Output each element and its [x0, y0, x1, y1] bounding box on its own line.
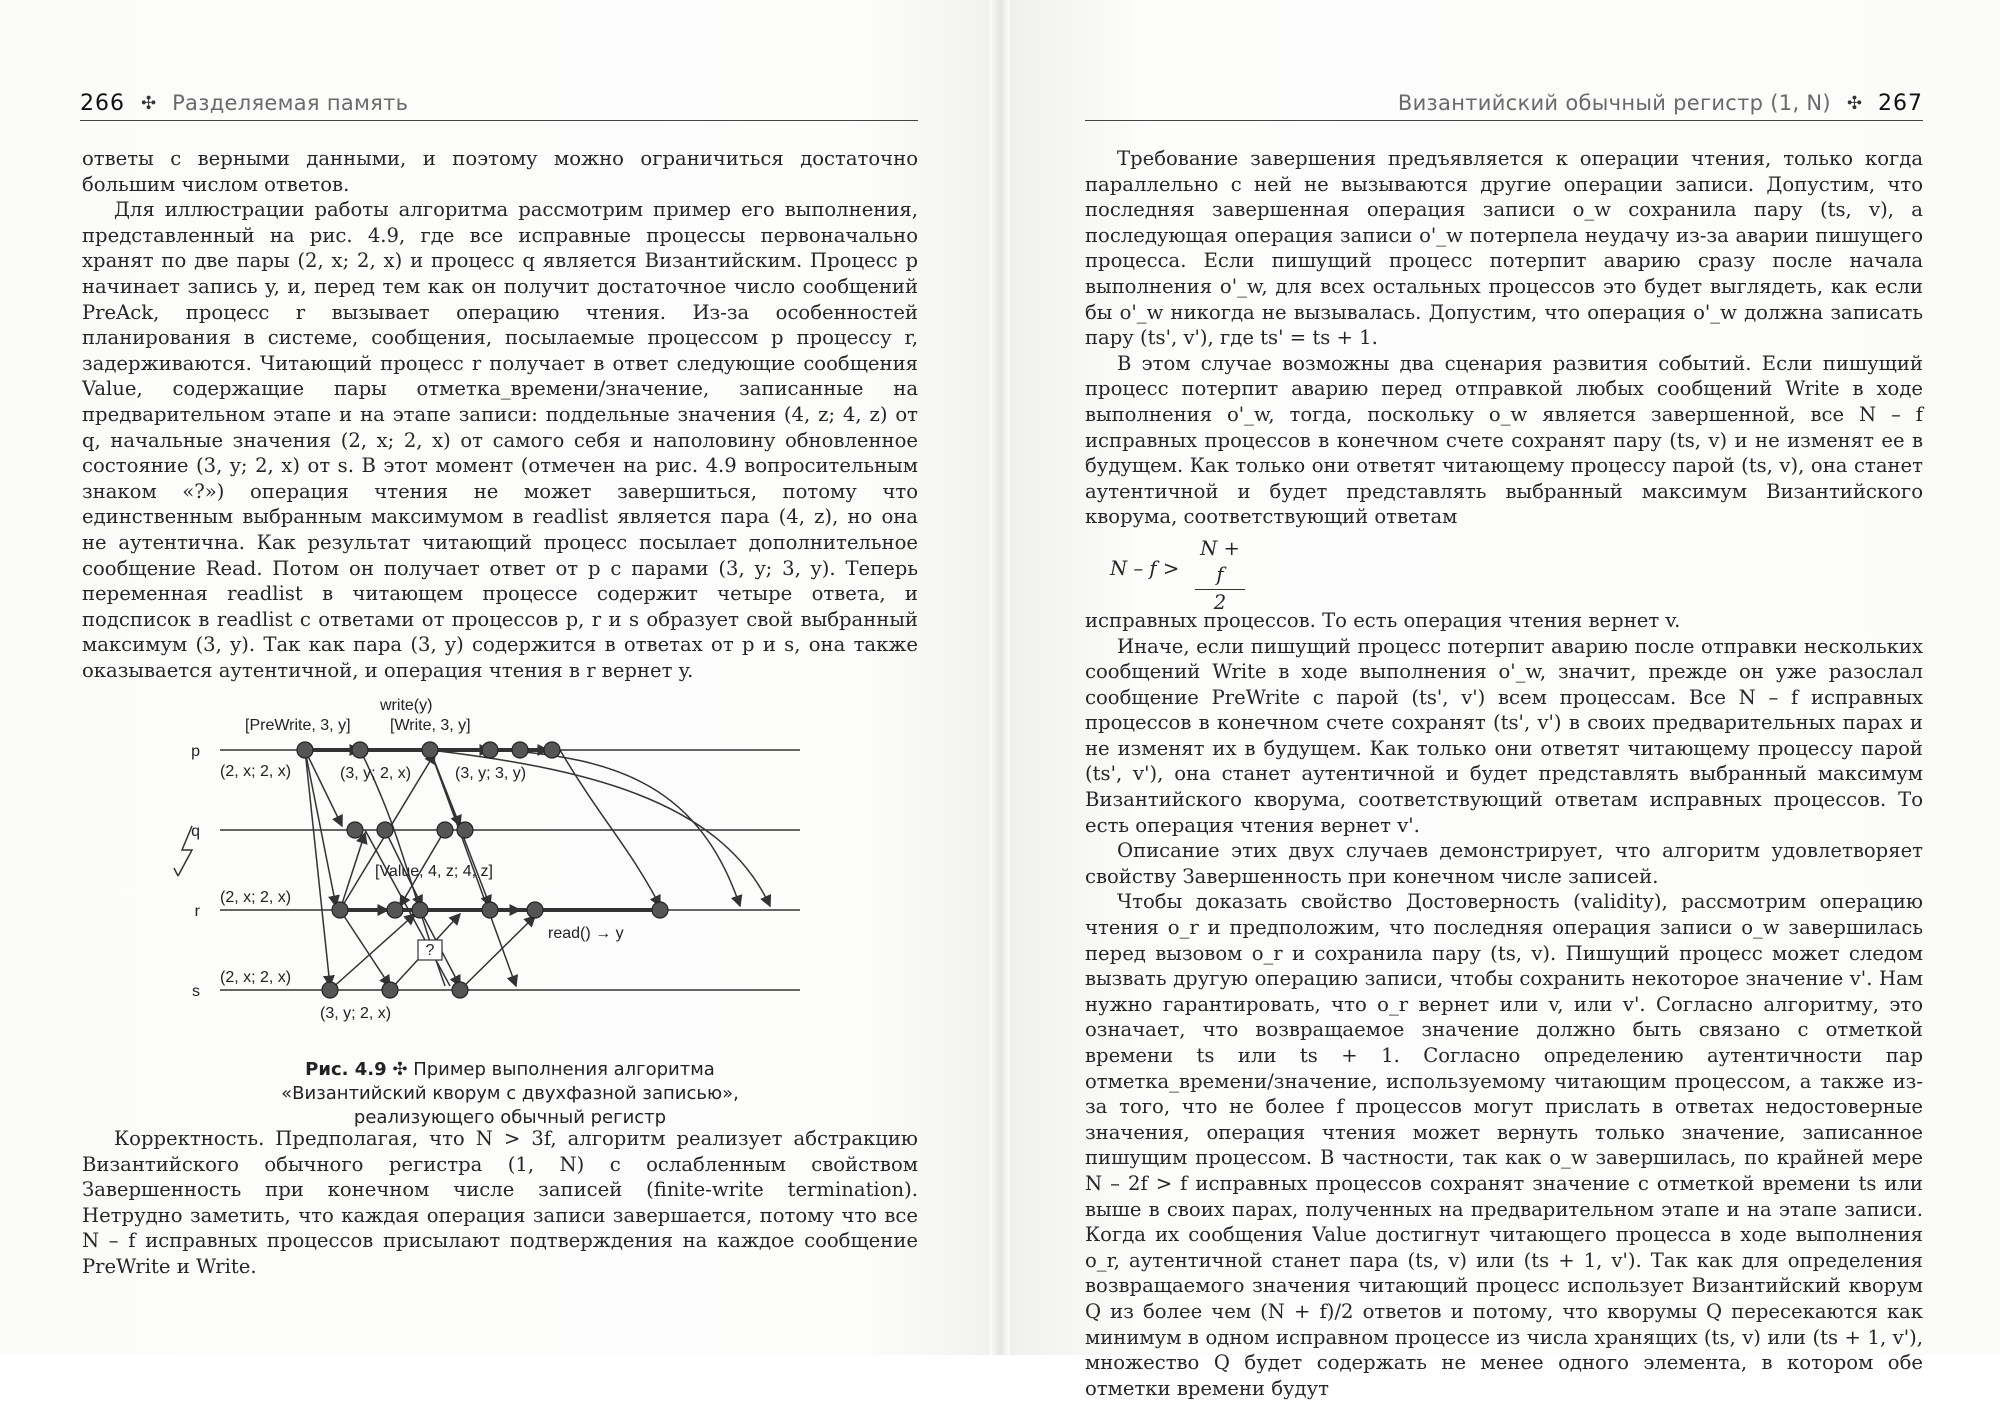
process-label-p: p: [191, 743, 200, 760]
paragraph: Корректность. Предполагая, что N > 3f, алгоритм реализует абстракцию Византийского обычного регистра (1, N) с ослабленным свойством Завершенность при конечном числе записей (finite-write termination). Нетрудно заметить, что каждая операция записи завершается, потому что все N – f исправных процессов присылают подтверждения на каждое сообщение PreWrite и Write.: [82, 1127, 918, 1278]
init-state-r: (2, x; 2, x): [220, 889, 292, 906]
process-label-q: q: [191, 823, 200, 840]
paragraph: Для иллюстрации работы алгоритма рассмотрим пример его выполнения, представленный на рис. 4.9, где все исправные процессы первоначально хранят по две пары (2, x; 2, x) и процесс q является Византийским. Процесс p начинает запись y, и, перед тем как он получит достаточное число сообщений PreAck, процесс r вызывает операцию чтения. Из-за особенностей планирования в системе, сообщения, посылаемые процессом p процессу r, задерживаются. Читающий процесс r получает в ответ следующие сообщения Value, содержащие пары отметка_времени/значение, записанные на предварительном этапе и на этапе записи: поддельные значения (4, z; 4, z) от q, начальные значения (2, x; 2, x) от самого себя и наполовину обновленное состояние (3, y; 2, x) от s. В этот момент (отмечен на рис. 4.9 вопросительным знаком «?») операция чтения не может завершиться, потому что единственным выбранным максимумом в readlist является пара (4, z), но она не аутентична. Как результат читающий процесс посылает дополнительное сообщение Read. Потом он получает ответ от p с парами (3, y; 3, y). Теперь переменная readlist в читающем процессе содержит четыре ответа, и подсписок в readlist с ответами от процессов p, r и s образует свой выбранный максимум (3, y). Так как пара (3, y) содержится в ответах от p и s, она также оказывается аутентичной, и операция чтения в r вернет y.: [82, 198, 918, 682]
process-label-s: s: [192, 983, 200, 1000]
figure-caption: [180, 1058, 840, 1130]
paragraph: В этом случае возможны два сценария развития событий. Если пишущий процесс потерпит аварию перед отправкой любых сообщений Write в ходе выполнения o'_w, тогда, поскольку o_w является завершенной, все N – f исправных процессов в конечном счете сохранят пару (ts, v) и не изменят ее в будущем. Как только они ответят читающему процессу парой (ts, v), она станет аутентичной и будет представлять выбранный максимум Византийского кворума, соответствующий ответам: [1085, 351, 1923, 529]
right-page-number: 267: [1878, 90, 1923, 116]
question-mark: ?: [425, 942, 435, 959]
right-body-text: [1085, 146, 1923, 1401]
ornament-icon: ✣: [392, 1059, 408, 1080]
paragraph: Описание этих двух случаев демонстрирует, что алгоритм удовлетворяет свойству Завершенность при конечном числе записей.: [1085, 839, 1923, 888]
caption-line-2: «Византийский кворум с двухфазной записью»,: [281, 1083, 739, 1104]
left-running-title: Разделяемая память: [172, 91, 409, 115]
p-state-final: (3, y; 3, y): [455, 765, 527, 782]
p-state-mid: (3, y; 2, x): [340, 765, 412, 782]
process-label-r: r: [194, 903, 200, 920]
left-running-head: [80, 86, 918, 121]
init-state-p: (2, x; 2, x): [220, 763, 292, 780]
paragraph: Чтобы доказать свойство Достоверность (validity), рассмотрим операцию чтения o_r и предположим, что последняя операция записи o_w завершилась перед вызовом o_r и сохранила пару (ts, v). Пишущий процесс может следом вызвать другую операцию записи, чтобы сохранить некоторое значение v'. Нам нужно гарантировать, что o_r вернет или v, или v'. Согласно алгоритму, это означает, что возвращаемое значение должно быть связано с отметкой времени ts или ts + 1. Согласно определению аутентичности пар отметка_времени/значение, используемому читающим процессом, а также из-за того, что не более f процессов могут прислать в ответах недостоверные значения, операция чтения может вернуть только значение, записанное пишущим процессом. В частности, так как o_w завершилась, по крайней мере N – 2f > f исправных процессов сохранят значение с отметкой времени ts или выше в своих парах, полученных на предварительном этапе и на этапе записи. Когда их сообщения Value достигнут читающего процесса в ходе выполнения o_r, аутентичной станет пара (ts, v) или (ts + 1, v'). Так как для определения возвращаемого значения читающий процесс использует Византийский кворум Q из более чем (N + f)/2 ответов и потому, что кворумы Q пересекаются как минимум в одном исправном процессе из числа хранящих (ts, v) или (ts + 1, v'), множество Q будет содержать не менее одного элемента, в котором обе отметки времени будут: [1085, 890, 1923, 1400]
figure-label: Рис. 4.9: [305, 1059, 387, 1080]
formula-lhs: N – f >: [1110, 556, 1180, 580]
value-label: [Value, 4, z; 4, z]: [375, 863, 493, 880]
prewrite-label: [PreWrite, 3, y]: [245, 717, 351, 734]
formula-denominator: 2: [1213, 591, 1227, 615]
quorum-formula: [1110, 536, 1923, 615]
read-op-label: read() → y: [548, 925, 624, 942]
paragraph: ответы с верными данными, и поэтому можно ограничиться достаточно большим числом ответов.: [82, 147, 918, 196]
formula-fraction: [1195, 536, 1245, 616]
s-state-label: (3, y; 2, x): [320, 1005, 392, 1022]
write-label: [Write, 3, y]: [390, 717, 471, 734]
left-body-text: [82, 146, 918, 683]
left-page-number: 266: [80, 90, 125, 116]
paragraph: исправных процессов. То есть операция чтения вернет v.: [1085, 608, 1681, 632]
figure-4-9-diagram: [191, 688, 820, 1053]
paragraph: Требование завершения предъявляется к операции чтения, только когда параллельно с ней не вызываются другие операции записи. Допустим, что последняя завершенная операция записи o_w сохранила пару (ts, v), а последующая операция записи o'_w потерпела неудачу из-за аварии пишущего процесса. Если пишущий процесс потерпит аварию сразу после начала выполнения o'_w, для всех остальных процессов это будет выглядеть, как если бы o'_w никогда не вызывалась. Допустим, что операция o'_w должна записать пару (ts', v'), где ts' = ts + 1.: [1085, 147, 1923, 350]
write-op-label: write(y): [380, 697, 433, 714]
ornament-icon: ✣: [1846, 92, 1862, 114]
right-running-title: Византийский обычный регистр (1, N): [1397, 91, 1831, 115]
caption-line-3: реализующего обычный регистр: [353, 1107, 667, 1128]
right-running-head: [1085, 86, 1923, 121]
left-body-text-bottom: [82, 1126, 918, 1280]
paragraph: Иначе, если пишущий процесс потерпит аварию после отправки нескольких сообщений Write в ходе выполнения o'_w, значит, прежде он уже разослал сообщение PreWrite с парой (ts', v') всем процессам. Все N – f исправных процессов в конечном счете сохранят (ts', v') в своих предварительных парах и не изменят их в будущем. Как только они ответят читающему процессу парой (ts', v'), она станет аутентичной и будет представлять выбранный максимум Византийского кворума, соответствующий ответам исправных процессов. То есть операция чтения вернет v'.: [1085, 634, 1923, 837]
formula-numerator: N + f: [1195, 536, 1245, 590]
init-state-s: (2, x; 2, x): [220, 969, 292, 986]
caption-line-1: Пример выполнения алгоритма: [413, 1059, 715, 1080]
ornament-icon: ✣: [141, 92, 157, 114]
book-gutter: [990, 0, 1010, 1355]
